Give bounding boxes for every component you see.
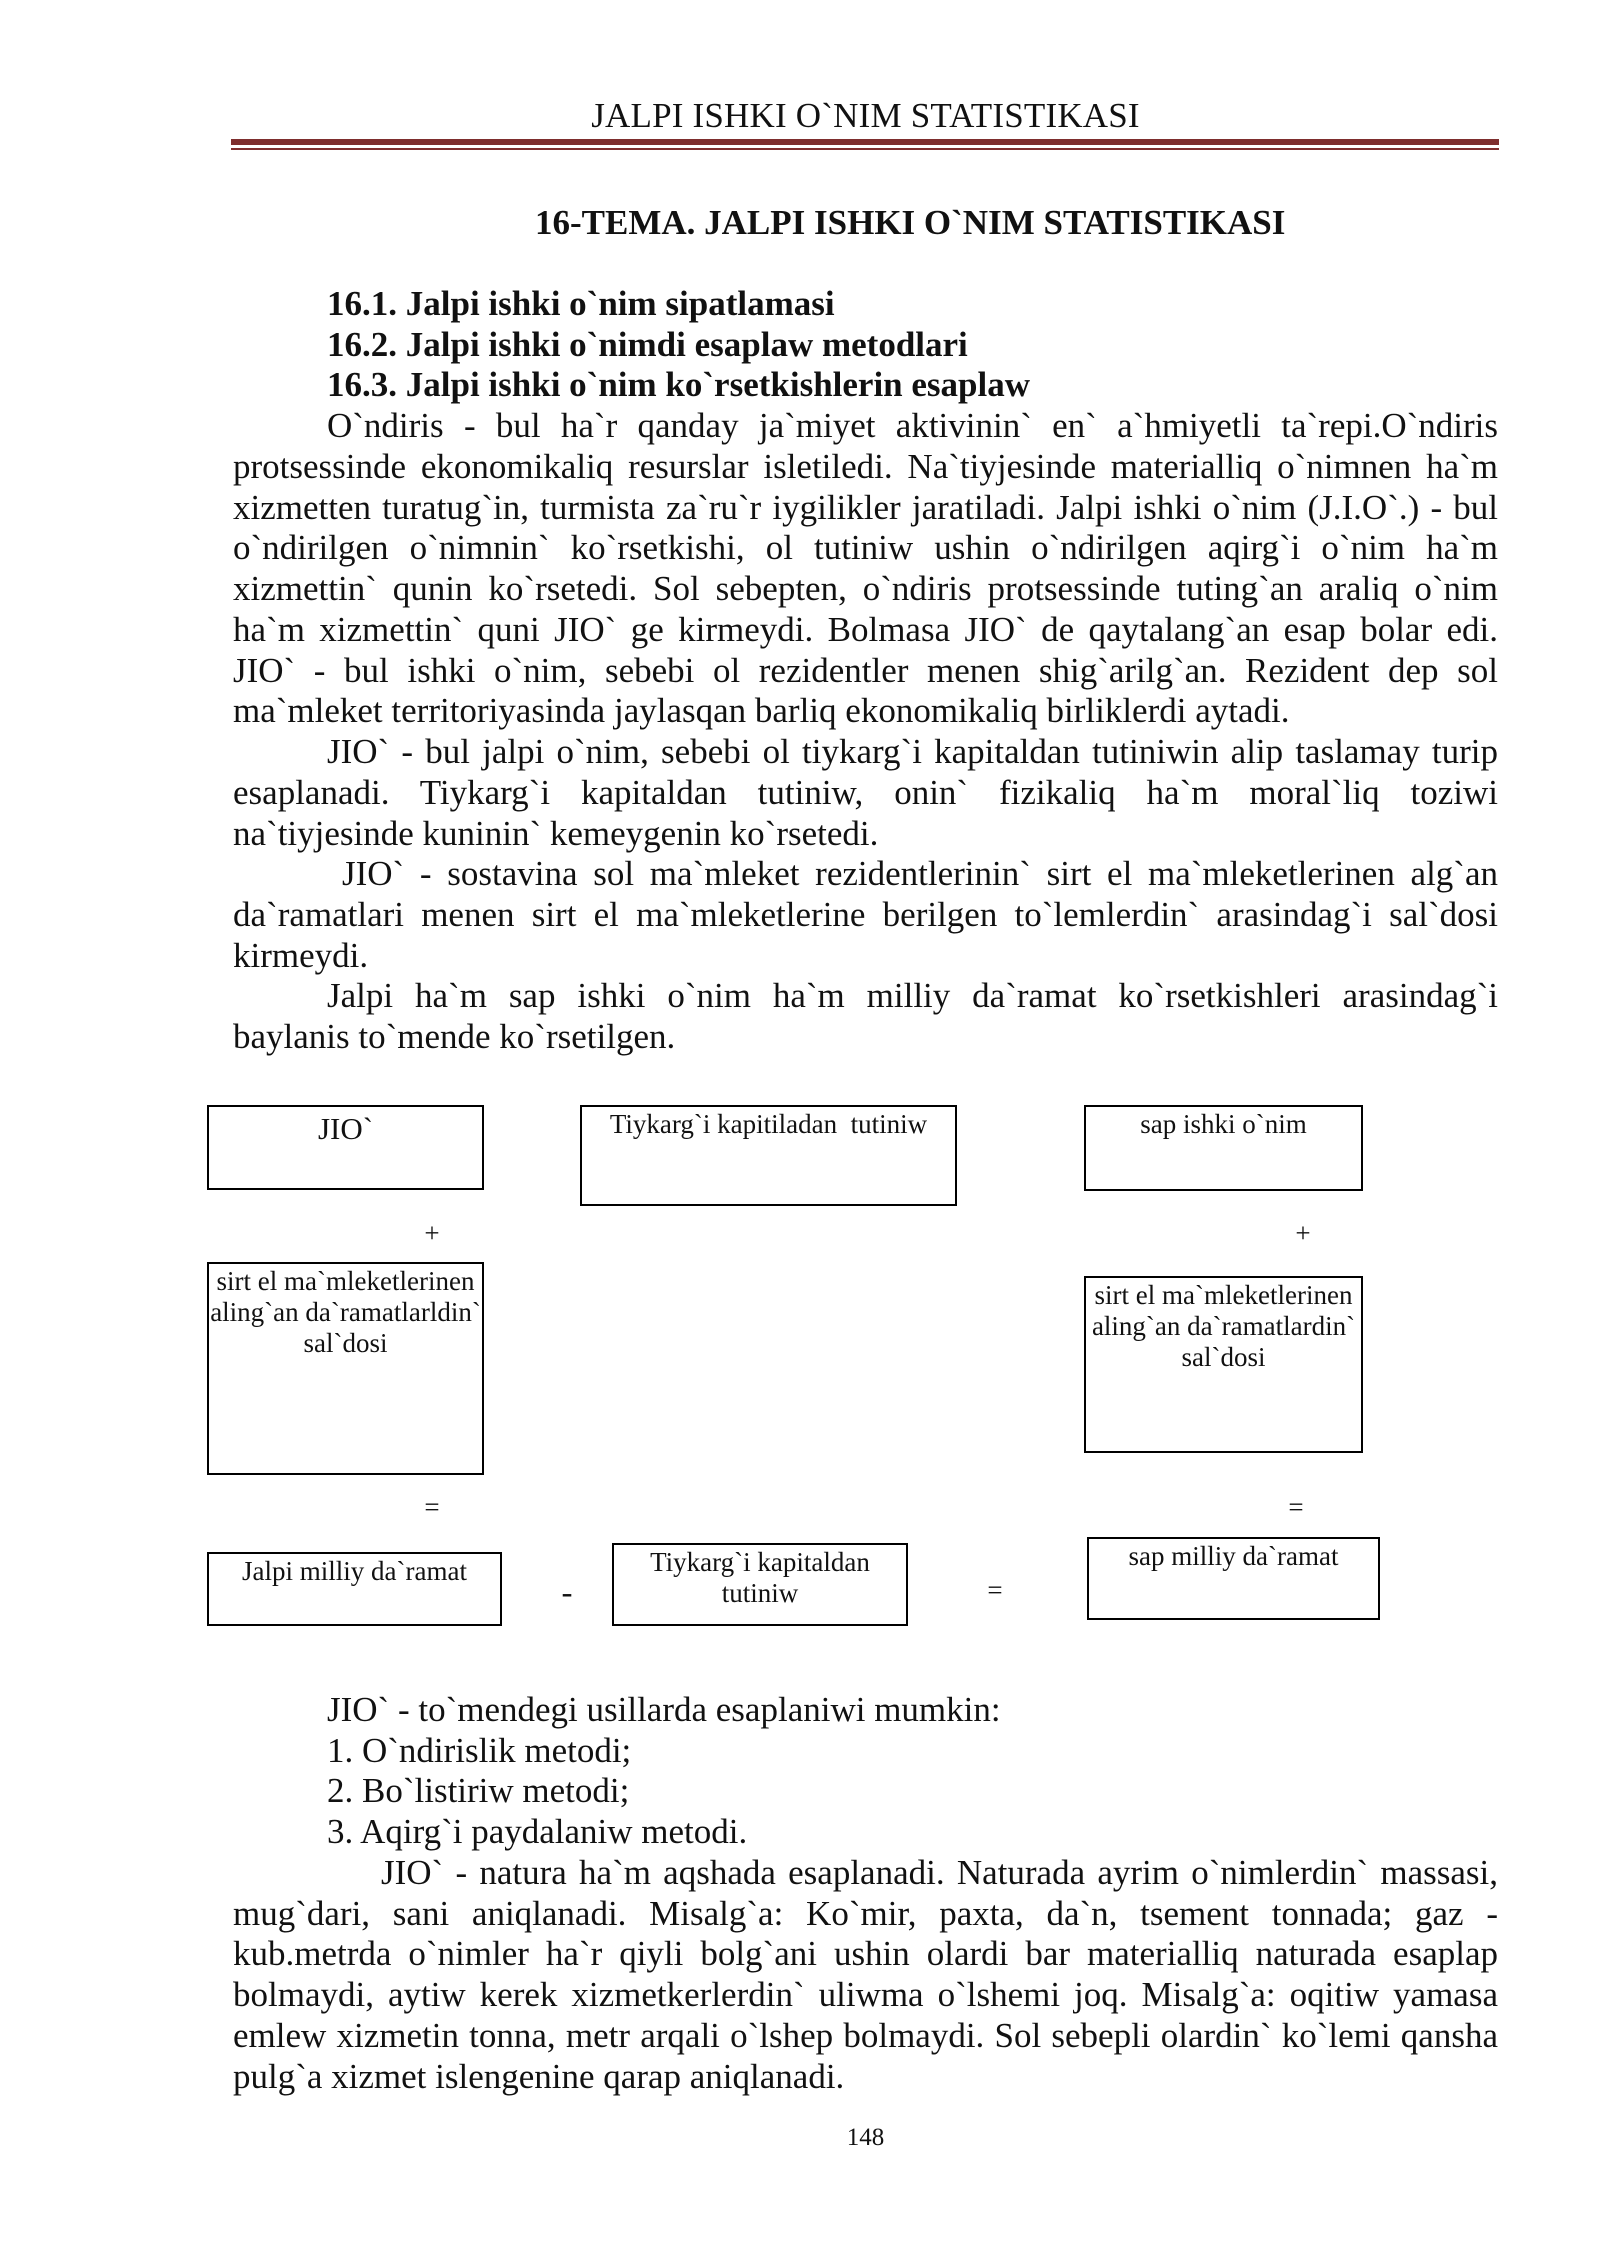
box-line: Tiykarg`i kapitaldan [650, 1547, 870, 1577]
box-net-national-income [1087, 1537, 1380, 1620]
paragraph-natural-and-money: JIO` - natura ha`m aqshada esaplanadi. Naturada ayrim o`nimlerdin` massasi, mug`dari, sani aniqlanadi. Misalg`a: Ko`mir, paxta, da`n, tsement tonnada; gaz - kub.metrda o`nimler ha`r qiyli bolg`ani ushin olardi bar materialliq naturada esaplap bolmaydi, aytiw kerek xizmetkerlerdin` uliwma o`lshemi joq. Misalg`a: oqitiw yamasa emlew xizmetin tonna, metr arqali o`lshep bolmaydi. Sol sebepli olardin` ko`lemi qansha pulg`a xizmet islengenine qarap aniqlanadi. [233, 1852, 1498, 2096]
plus-sign-left: + [424, 1218, 440, 1248]
minus-sign: - [561, 1575, 573, 1611]
equals-sign-bottom: = [987, 1575, 1003, 1605]
box-line: aling`an da`ramatlarldin` [210, 1297, 481, 1327]
box-line: aling`an da`ramatlardin` [1091, 1311, 1356, 1341]
box-line: JIO` [317, 1111, 374, 1146]
box-capital-consumption-bottom [612, 1543, 908, 1626]
header-rule-thin [231, 148, 1499, 150]
chapter-title: 16-TEMA. JALPI ISHKI O`NIM STATISTIKASI [535, 203, 1286, 242]
paragraph-relationship: Jalpi ha`m sap ishki o`nim ha`m milliy da`ramat ko`rsetkishleri arasindag`i baylanis to`mende ko`rsetilgen. [233, 976, 1498, 1057]
body-text-top [233, 284, 1498, 1058]
box-line: sap milliy da`ramat [1128, 1541, 1339, 1571]
box-line: sap ishki o`nim [1140, 1109, 1307, 1139]
box-gdp [207, 1105, 484, 1190]
paragraph-gross-product: JIO` - bul jalpi o`nim, sebebi ol tiykarg`i kapitaldan tutiniwin alip taslamay turip esaplanadi. Tiykarg`i kapitaldan tutiniw, onin` fizikaliq ha`m moral`liq toziwi na`tiyjesinde kuninin` kemeygenin ko`rsetedi. [233, 732, 1498, 853]
list-item: 3. Aqirg`i paydalaniw metodi. [327, 1812, 748, 1852]
box-foreign-income-left [207, 1262, 484, 1475]
page-number: 148 [846, 2124, 885, 2151]
subsection-heading-2: 16.2. Jalpi ishki o`nimdi esaplaw metodlari [327, 324, 968, 364]
list-item: 2. Bo`listiriw metodi; [327, 1771, 630, 1811]
box-foreign-income-right [1084, 1276, 1363, 1453]
box-line: Tiykarg`i kapitiladan tutiniw [609, 1109, 928, 1139]
running-header-title: JALPI ISHKI O`NIM STATISTIKASI [591, 96, 1140, 135]
equals-sign-left: = [424, 1492, 440, 1522]
paragraph-production: O`ndiris - bul ha`r qanday ja`miyet aktivinin` en` a`hmiyetli ta`repi.O`ndiris protsessinde ekonomikaliq resurslar isletiledi. Na`tiyjesinde materialliq o`nimnen ha`m xizmetten turatug`in, turmista za`ru`r iygilikler jaratiladi. Jalpi ishki o`nim (J.I.O`.) - bul o`ndirilgen o`nimnin` ko`rsetkishi, ol tutiniw ushin o`ndirilgen aqirg`i o`nim ha`m xizmettin` qunin ko`rsetedi. Sol sebepten, o`ndiris protsessinde tuting`an araliq o`nim ha`m xizmettin` quni JIO` ge kirmeydi. Bolmasa JIO` de qaytalang`an esap bolar edi. JIO` - bul ishki o`nim, sebebi ol rezidentler menen shig`arilg`an. Rezident dep sol ma`mleket territoriyasinda jaylasqan barliq ekonomikaliq birliklerdi aytadi. [233, 406, 1498, 731]
list-item: 1. O`ndirislik metodi; [327, 1730, 632, 1770]
paragraph-foreign-income: JIO` - sostavina sol ma`mleket rezidentlerinin` sirt el ma`mleketlerinen alg`an da`ramatlari menen sirt el ma`mleketlerine berilgen to`lemlerdin` arasindag`i sal`dosi kirmeydi. [233, 854, 1498, 975]
box-line: sal`dosi [303, 1328, 388, 1358]
subsection-heading-3: 16.3. Jalpi ishki o`nim ko`rsetkishlerin esaplaw [327, 365, 1031, 405]
box-line: sal`dosi [1181, 1342, 1266, 1372]
methods-intro: JIO` - to`mendegi usillarda esaplaniwi mumkin: [327, 1690, 1001, 1729]
plus-sign-right: + [1295, 1218, 1311, 1248]
box-line: sirt el ma`mleketlerinen [1094, 1280, 1353, 1310]
box-line: sirt el ma`mleketlerinen [216, 1266, 475, 1296]
box-line: tutiniw [721, 1578, 799, 1608]
box-gross-national-income [207, 1552, 502, 1626]
subsection-heading-1: 16.1. Jalpi ishki o`nim sipatlamasi [327, 284, 835, 323]
box-capital-consumption-top [580, 1105, 957, 1206]
equals-sign-right: = [1288, 1492, 1304, 1522]
header-rule-thick [231, 139, 1499, 145]
box-line: Jalpi milliy da`ramat [242, 1556, 467, 1586]
body-text-bottom [233, 1690, 1498, 2097]
box-net-domestic-product [1084, 1105, 1363, 1191]
